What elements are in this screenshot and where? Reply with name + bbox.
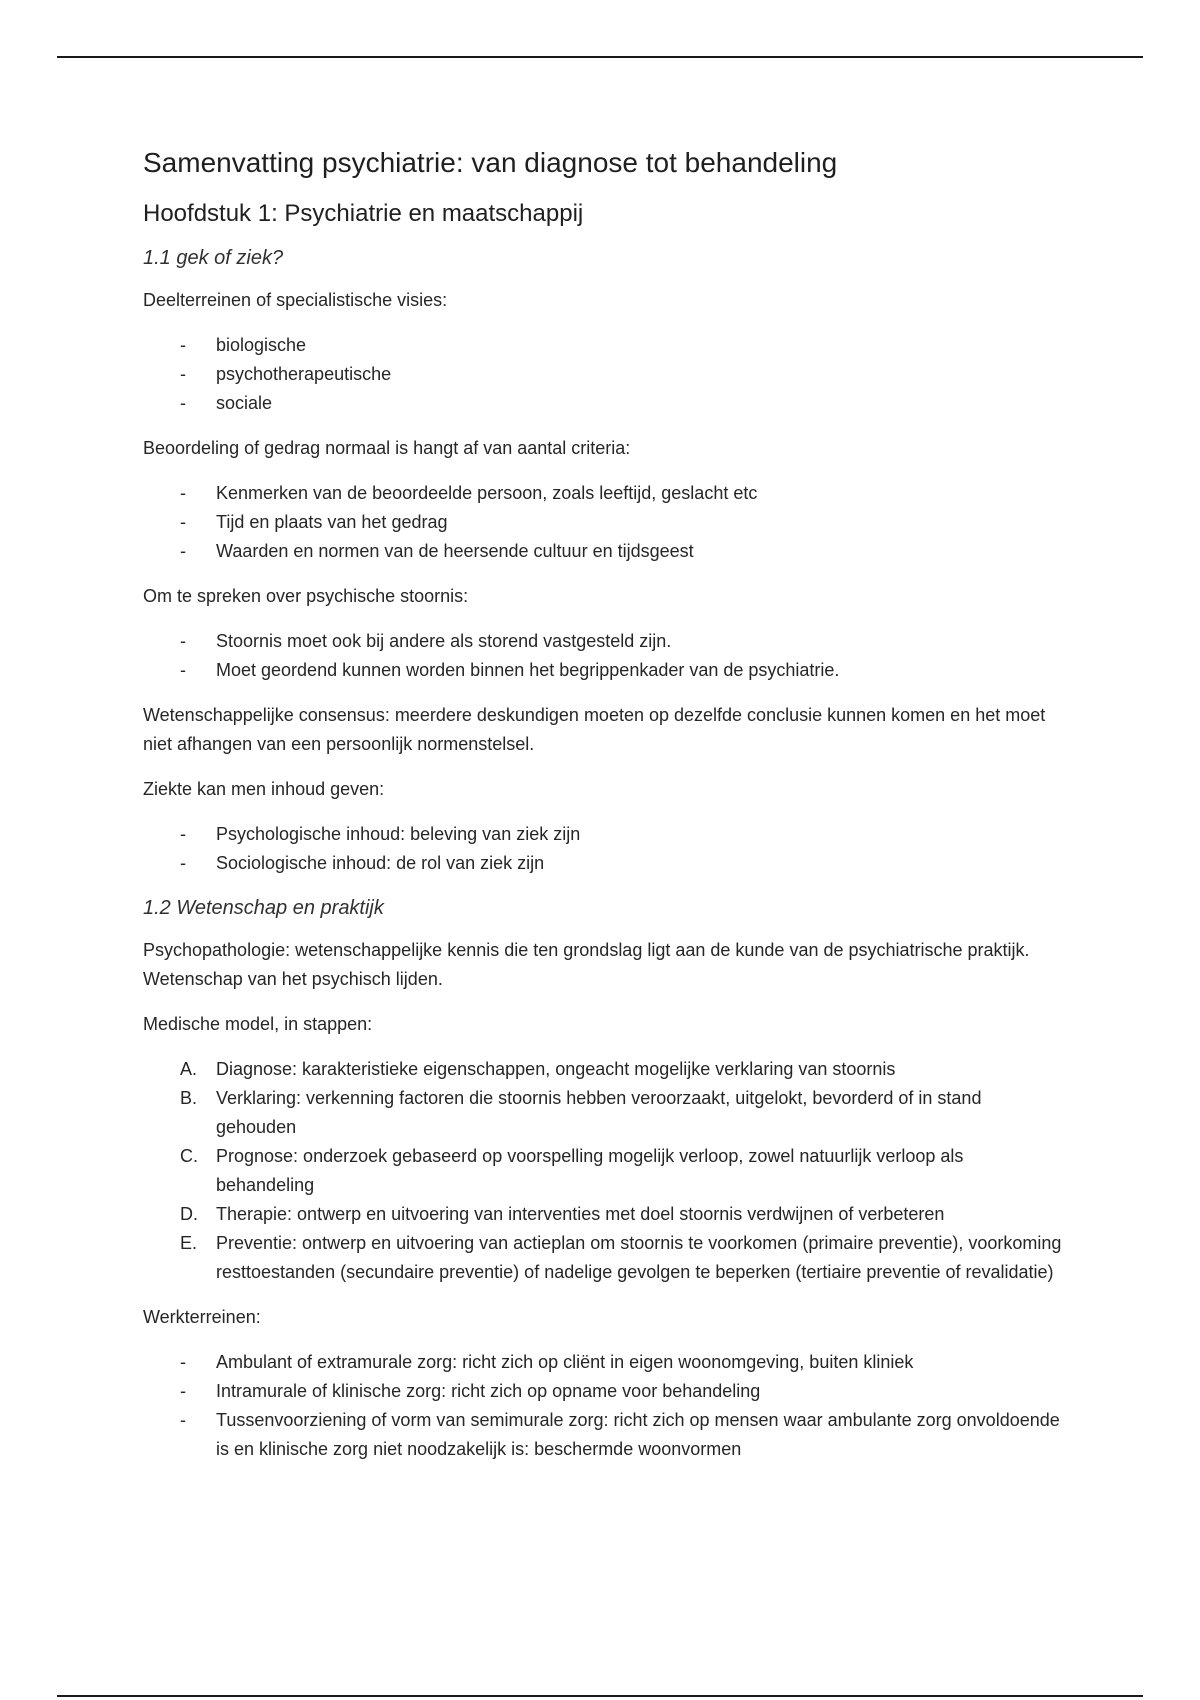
list-item-text: sociale	[216, 393, 273, 413]
list-item	[143, 627, 1063, 656]
list-item	[143, 1200, 1063, 1229]
document-body	[143, 145, 1063, 1480]
list-item	[143, 389, 1063, 418]
letter-marker: A.	[180, 1059, 198, 1079]
bullet-marker: -	[180, 364, 186, 384]
bullet-marker: -	[180, 853, 186, 873]
bullet-marker: -	[180, 631, 186, 651]
bullet-marker: -	[180, 512, 186, 532]
list-item	[143, 656, 1063, 685]
list-item-text: Tussenvoorziening of vorm van semimurale zorg: richt zich op mensen waar ambulante zorg onvoldoende is en klinische zorg niet noodzakelijk is: beschermde woonvormen	[216, 1410, 1060, 1459]
list-item-text: Tijd en plaats van het gedrag	[216, 512, 448, 532]
list-item-text: biologische	[216, 335, 307, 355]
section-intro: Deelterreinen of specialistische visies:	[143, 290, 448, 310]
bullet-marker: -	[180, 1381, 186, 1401]
body-paragraph: Psychopathologie: wetenschappelijke kennis die ten grondslag ligt aan de kunde van de psychiatrische praktijk. Wetenschap van het psychisch lijden.	[143, 940, 1030, 989]
bottom-rule	[57, 1695, 1143, 1697]
section-intro: Medische model, in stappen:	[143, 1014, 373, 1034]
list-item-text: Ambulant of extramurale zorg: richt zich op cliënt in eigen woonomgeving, buiten kliniek	[216, 1352, 914, 1372]
list-item-text: Sociologische inhoud: de rol van ziek zijn	[216, 853, 545, 873]
list-item	[143, 508, 1063, 537]
section-heading-1-2: 1.2 Wetenschap en praktijk	[143, 897, 384, 919]
list-item-text: Psychologische inhoud: beleving van ziek zijn	[216, 824, 581, 844]
document-title: Samenvatting psychiatrie: van diagnose tot behandeling	[143, 147, 838, 178]
list-item-text: Moet geordend kunnen worden binnen het begrippenkader van de psychiatrie.	[216, 660, 840, 680]
bullet-list	[143, 627, 1063, 685]
list-item	[143, 360, 1063, 389]
list-item-text: Verklaring: verkenning factoren die stoornis hebben veroorzaakt, uitgelokt, bevorderd of in stand gehouden	[216, 1088, 982, 1137]
bullet-list	[143, 1348, 1063, 1464]
bullet-list	[143, 820, 1063, 878]
bullet-list	[143, 479, 1063, 566]
list-item-text: Kenmerken van de beoordeelde persoon, zoals leeftijd, geslacht etc	[216, 483, 758, 503]
bullet-marker: -	[180, 541, 186, 561]
bullet-marker: -	[180, 1410, 186, 1430]
letter-marker: C.	[180, 1146, 198, 1166]
section-intro: Om te spreken over psychische stoornis:	[143, 586, 469, 606]
list-item	[143, 1084, 1063, 1142]
body-paragraph: Wetenschappelijke consensus: meerdere deskundigen moeten op dezelfde conclusie kunnen komen en het moet niet afhangen van een persoonlijk normenstelsel.	[143, 705, 1046, 754]
bullet-marker: -	[180, 335, 186, 355]
bullet-marker: -	[180, 824, 186, 844]
list-item	[143, 849, 1063, 878]
chapter-heading: Hoofdstuk 1: Psychiatrie en maatschappij	[143, 200, 584, 227]
list-item	[143, 1348, 1063, 1377]
lettered-list	[143, 1055, 1063, 1287]
list-item	[143, 479, 1063, 508]
list-item	[143, 1055, 1063, 1084]
bullet-marker: -	[180, 1352, 186, 1372]
section-intro: Werkterreinen:	[143, 1307, 261, 1327]
section-intro: Ziekte kan men inhoud geven:	[143, 779, 385, 799]
section-heading-1-1: 1.1 gek of ziek?	[143, 247, 284, 269]
list-item-text: Waarden en normen van de heersende cultuur en tijdsgeest	[216, 541, 694, 561]
list-item	[143, 537, 1063, 566]
letter-marker: E.	[180, 1233, 198, 1253]
list-item	[143, 1142, 1063, 1200]
bullet-list	[143, 331, 1063, 418]
list-item	[143, 820, 1063, 849]
bullet-marker: -	[180, 393, 186, 413]
list-item	[143, 1229, 1063, 1287]
list-item-text: Diagnose: karakteristieke eigenschappen, ongeacht mogelijke verklaring van stoornis	[216, 1059, 896, 1079]
letter-marker: B.	[180, 1088, 198, 1108]
list-item-text: psychotherapeutische	[216, 364, 392, 384]
list-item-text: Preventie: ontwerp en uitvoering van actieplan om stoornis te voorkomen (primaire preventie), voorkoming resttoestanden (secundaire preventie) of nadelige gevolgen te beperken (tertiaire preventie of revalidatie)	[216, 1233, 1062, 1282]
list-item-text: Intramurale of klinische zorg: richt zich op opname voor behandeling	[216, 1381, 761, 1401]
top-rule	[57, 56, 1143, 58]
list-item-text: Therapie: ontwerp en uitvoering van interventies met doel stoornis verdwijnen of verbeteren	[216, 1204, 945, 1224]
section-intro: Beoordeling of gedrag normaal is hangt af van aantal criteria:	[143, 438, 631, 458]
list-item	[143, 1377, 1063, 1406]
list-item-text: Stoornis moet ook bij andere als storend vastgesteld zijn.	[216, 631, 672, 651]
letter-marker: D.	[180, 1204, 198, 1224]
list-item	[143, 331, 1063, 360]
bullet-marker: -	[180, 660, 186, 680]
list-item	[143, 1406, 1063, 1464]
bullet-marker: -	[180, 483, 186, 503]
list-item-text: Prognose: onderzoek gebaseerd op voorspelling mogelijk verloop, zowel natuurlijk verloop als behandeling	[216, 1146, 964, 1195]
